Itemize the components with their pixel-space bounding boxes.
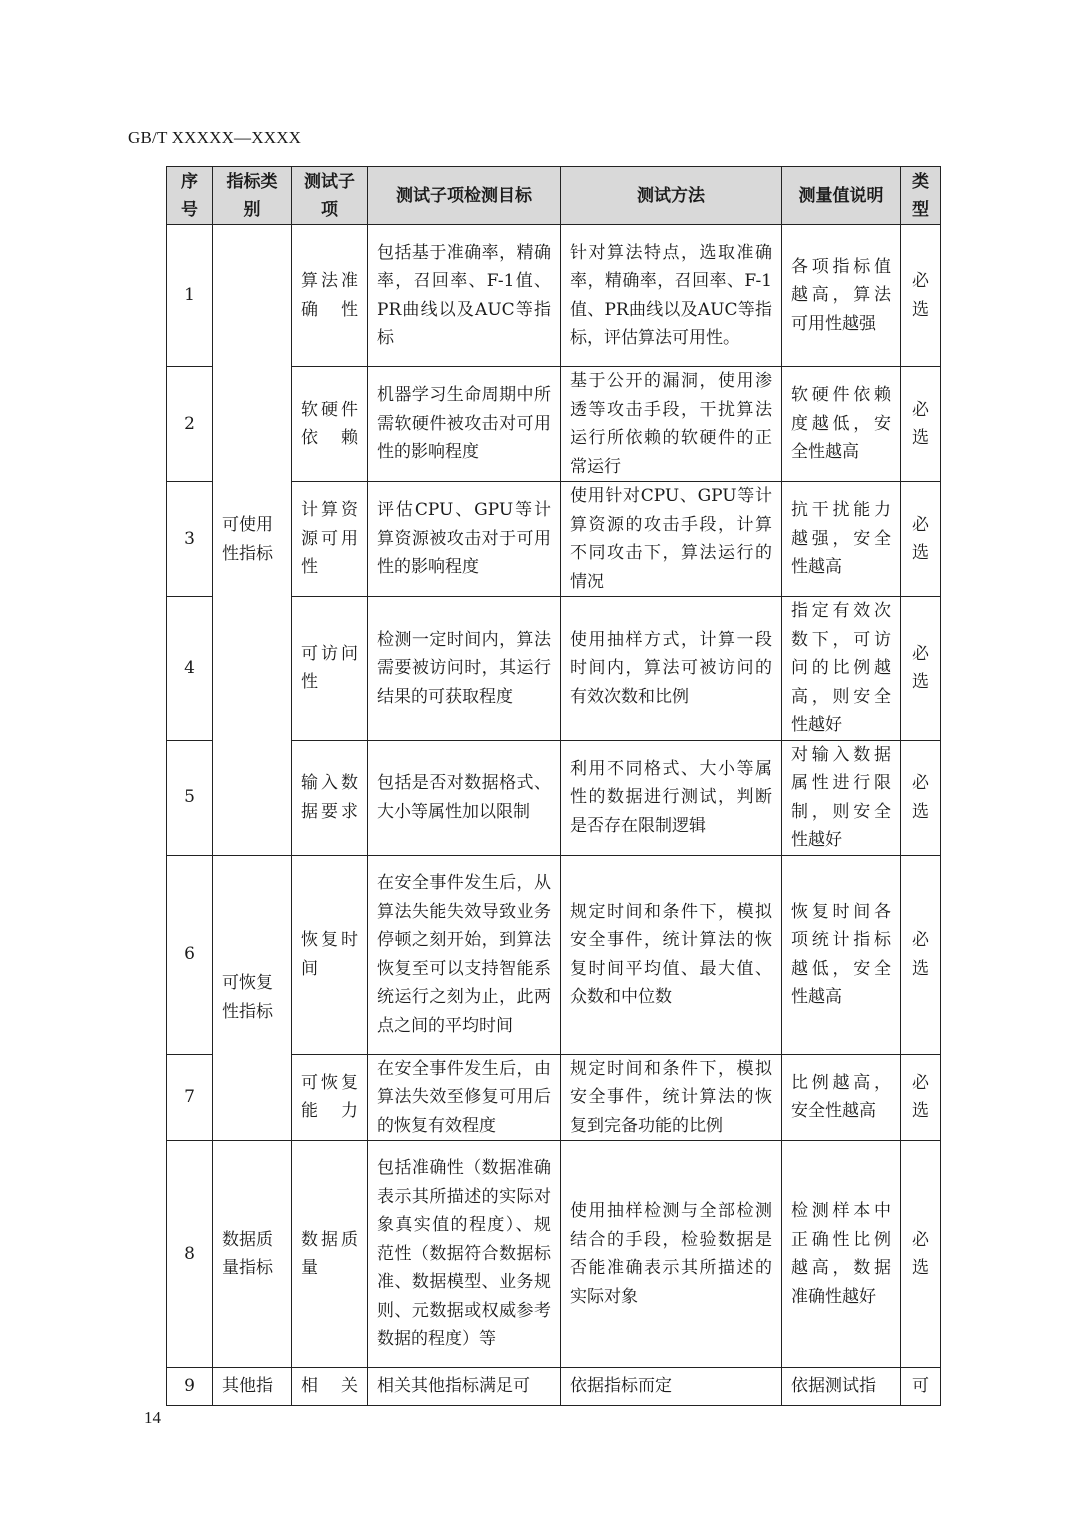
indicator-table (166, 166, 941, 1406)
subitem-cell: 可恢复能力 (292, 1054, 368, 1141)
measure-cell: 检测样本中正确性比例越高，数据准确性越好 (782, 1141, 901, 1368)
target-cell: 机器学习生命周期中所需软硬件被攻击对可用性的影响程度 (368, 367, 561, 482)
target-cell: 包括基于准确率，精确率，召回率、F-1值、PR曲线以及AUC等指标 (368, 225, 561, 367)
target-cell: 检测一定时间内，算法需要被访问时，其运行结果的可获取程度 (368, 597, 561, 741)
table-row (167, 1141, 941, 1368)
category-cell: 其他指 (213, 1368, 292, 1406)
method-cell: 利用不同格式、大小等属性的数据进行测试，判断是否存在限制逻辑 (561, 740, 782, 855)
column-header-no: 序号 (167, 167, 213, 225)
subitem-cell: 算法准确性 (292, 225, 368, 367)
row-number: 5 (167, 740, 213, 855)
table-row (167, 855, 941, 1054)
column-header-target: 测试子项检测目标 (368, 167, 561, 225)
method-cell: 使用针对CPU、GPU等计算资源的攻击手段，计算不同攻击下，算法运行的情况 (561, 482, 782, 597)
row-number: 6 (167, 855, 213, 1054)
measure-cell: 依据测试指 (782, 1368, 901, 1406)
type-cell: 必选 (901, 855, 941, 1054)
row-number: 3 (167, 482, 213, 597)
document-code-header: GB/T XXXXX—XXXX (128, 128, 302, 147)
method-cell: 基于公开的漏洞，使用渗透等攻击手段，干扰算法运行所依赖的软硬件的正常运行 (561, 367, 782, 482)
type-cell: 必选 (901, 367, 941, 482)
measure-cell: 各项指标值越高，算法可用性越强 (782, 225, 901, 367)
type-cell: 必选 (901, 740, 941, 855)
row-number: 4 (167, 597, 213, 741)
category-cell: 数据质量指标 (213, 1141, 292, 1368)
type-cell: 必选 (901, 597, 941, 741)
measure-cell: 比例越高，安全性越高 (782, 1054, 901, 1141)
subitem-cell: 软硬件依赖 (292, 367, 368, 482)
method-cell: 规定时间和条件下，模拟安全事件，统计算法的恢复到完备功能的比例 (561, 1054, 782, 1141)
method-cell: 使用抽样检测与全部检测结合的手段，检验数据是否能准确表示其所描述的实际对象 (561, 1141, 782, 1368)
measure-cell: 恢复时间各项统计指标越低，安全性越高 (782, 855, 901, 1054)
measure-cell: 对输入数据属性进行限制，则安全性越好 (782, 740, 901, 855)
row-number: 7 (167, 1054, 213, 1141)
type-cell: 必选 (901, 482, 941, 597)
table-row (167, 1368, 941, 1406)
target-cell: 相关其他指标满足可 (368, 1368, 561, 1406)
column-header-subitem: 测试子项 (292, 167, 368, 225)
target-cell: 包括是否对数据格式、大小等属性加以限制 (368, 740, 561, 855)
category-cell: 可使用性指标 (213, 225, 292, 856)
row-number: 2 (167, 367, 213, 482)
subitem-cell: 数据质量 (292, 1141, 368, 1368)
page-number: 14 (144, 1408, 161, 1427)
column-header-measure: 测量值说明 (782, 167, 901, 225)
type-cell: 可 (901, 1368, 941, 1406)
subitem-cell: 输入数据要求 (292, 740, 368, 855)
target-cell: 评估CPU、GPU等计算资源被攻击对于可用性的影响程度 (368, 482, 561, 597)
measure-cell: 抗干扰能力越强，安全性越高 (782, 482, 901, 597)
column-header-type: 类型 (901, 167, 941, 225)
type-cell: 必选 (901, 1054, 941, 1141)
target-cell: 在安全事件发生后，由算法失效至修复可用后的恢复有效程度 (368, 1054, 561, 1141)
method-cell: 使用抽样方式，计算一段时间内，算法可被访问的有效次数和比例 (561, 597, 782, 741)
row-number: 8 (167, 1141, 213, 1368)
column-header-category: 指标类别 (213, 167, 292, 225)
table-row (167, 225, 941, 367)
type-cell: 必选 (901, 1141, 941, 1368)
category-cell: 可恢复性指标 (213, 855, 292, 1141)
method-cell: 针对算法特点，选取准确率，精确率，召回率、F-1值、PR曲线以及AUC等指标，评估算法可用性。 (561, 225, 782, 367)
method-cell: 规定时间和条件下，模拟安全事件，统计算法的恢复时间平均值、最大值、众数和中位数 (561, 855, 782, 1054)
method-cell: 依据指标而定 (561, 1368, 782, 1406)
measure-cell: 软硬件依赖度越低，安全性越高 (782, 367, 901, 482)
row-number: 9 (167, 1368, 213, 1406)
row-number: 1 (167, 225, 213, 367)
subitem-cell: 相关 (292, 1368, 368, 1406)
measure-cell: 指定有效次数下，可访问的比例越高，则安全性越好 (782, 597, 901, 741)
subitem-cell: 恢复时间 (292, 855, 368, 1054)
subitem-cell: 可访问性 (292, 597, 368, 741)
type-cell: 必选 (901, 225, 941, 367)
subitem-cell: 计算资源可用性 (292, 482, 368, 597)
target-cell: 在安全事件发生后，从算法失能失效导致业务停顿之刻开始，到算法恢复至可以支持智能系统运行之刻为止，此两点之间的平均时间 (368, 855, 561, 1054)
table-header-row (167, 167, 941, 225)
column-header-method: 测试方法 (561, 167, 782, 225)
target-cell: 包括准确性（数据准确表示其所描述的实际对象真实值的程度）、规范性（数据符合数据标准、数据模型、业务规则、元数据或权威参考数据的程度）等 (368, 1141, 561, 1368)
